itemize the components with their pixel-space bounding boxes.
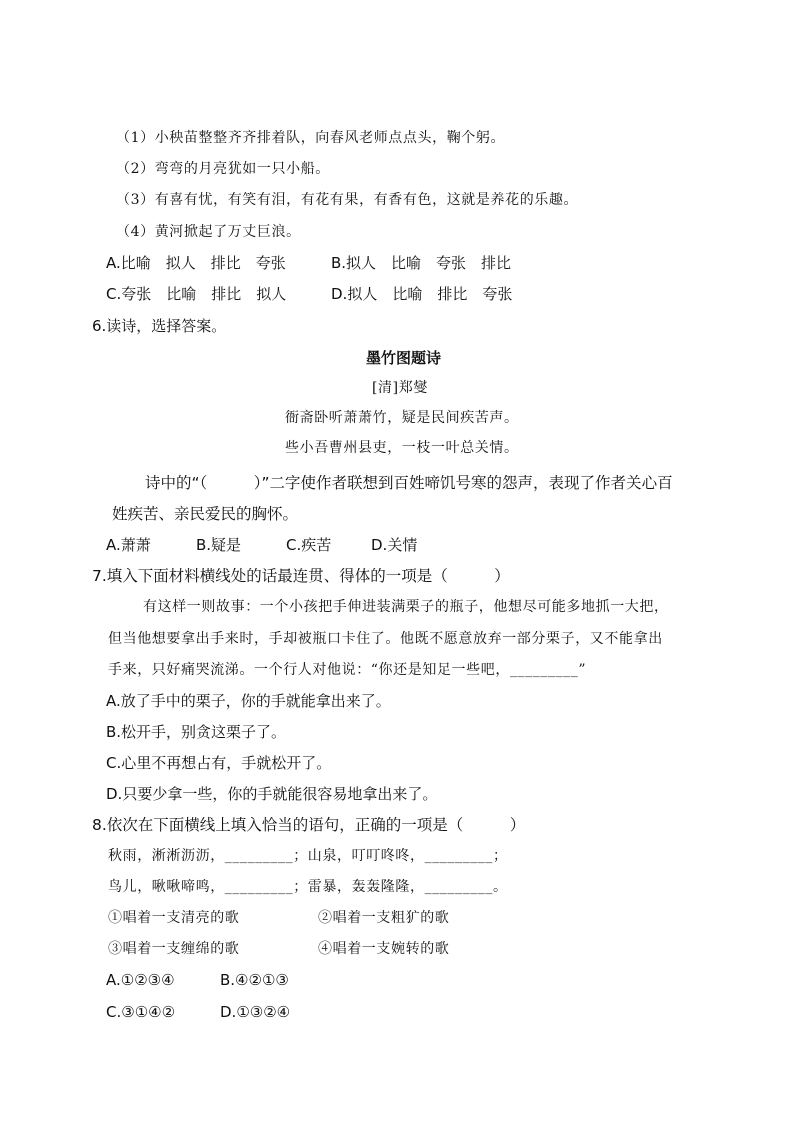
q7-option-c[interactable]: C.心里不再想占有，手就松开了。 (106, 754, 332, 772)
q7-option-b[interactable]: B.松开手，别贪这栗子了。 (106, 723, 287, 741)
q7-passage-line-1: 有这样一则故事：一个小孩把手伸进装满栗子的瓶子，他想尽可能多地抓一大把， (143, 599, 669, 615)
q7-stem: 7.填入下面材料横线处的话最连贯、得体的一项是（ ） (92, 567, 510, 585)
q6-option-c[interactable]: C.疾苦 (286, 536, 332, 554)
q8-option-d[interactable]: D.①③②④ (220, 1003, 291, 1021)
q6-option-d[interactable]: D.关情 (371, 536, 418, 554)
q5-option-c[interactable]: C.夸张 比喻 排比 拟人 (106, 285, 287, 303)
q6-question-line-2: 姓疾苦、亲民爱民的胸怀。 (112, 505, 299, 523)
q5-sentence-4: （4）黄河掀起了万丈巨浪。 (116, 224, 301, 240)
q8-option-c[interactable]: C.③①④② (106, 1003, 176, 1021)
q8-choice-3: ③唱着一支缠绵的歌 (108, 941, 240, 957)
q8-line-1: 秋雨，淅淅沥沥，_________；山泉，叮叮咚咚，_________； (108, 848, 508, 864)
q5-option-d[interactable]: D.拟人 比喻 排比 夸张 (331, 285, 513, 303)
q7-passage-line-2: 但当他想要拿出手来时，手却被瓶口卡住了。他既不愿意放弃一部分栗子，又不能拿出 (108, 631, 663, 647)
q5-option-a[interactable]: A.比喻 拟人 排比 夸张 (106, 254, 286, 272)
q8-option-a[interactable]: A.①②③④ (106, 971, 175, 989)
q5-sentence-2: （2）弯弯的月亮犹如一只小船。 (116, 161, 330, 177)
poem-author: [清]郑燮 (372, 380, 428, 396)
q7-option-a[interactable]: A.放了手中的栗子，你的手就能拿出来了。 (106, 692, 391, 710)
q5-sentence-1: （1）小秧苗整整齐齐排着队，向春风老师点点头，鞠个躬。 (116, 130, 506, 146)
q8-choice-4: ④唱着一支婉转的歌 (318, 941, 450, 957)
q8-stem: 8.依次在下面横线上填入恰当的语句，正确的一项是（ ） (92, 816, 526, 834)
poem-title: 墨竹图题诗 (366, 349, 442, 367)
q7-option-d[interactable]: D.只要少拿一些，你的手就能很容易地拿出来了。 (106, 785, 438, 803)
q8-line-2: 鸟儿，啾啾啼鸣，_________；雷暴，轰轰隆隆，_________。 (108, 879, 508, 895)
poem-line-1: 衙斋卧听萧萧竹，疑是民间疾苦声。 (285, 410, 519, 426)
q6-option-a[interactable]: A.萧萧 (106, 536, 151, 554)
poem-line-2: 些小吾曹州县吏，一枝一叶总关情。 (285, 440, 519, 456)
q5-sentence-3: （3）有喜有忧，有笑有泪，有花有果，有香有色，这就是养花的乐趣。 (116, 192, 579, 208)
q6-question-line-1: 诗中的“（ ）”二字使作者联想到百姓啼饥号寒的怨声，表现了作者关心百 (145, 474, 673, 492)
q6-stem: 6.读诗，选择答案。 (92, 317, 227, 335)
q8-choice-1: ①唱着一支清亮的歌 (108, 910, 240, 926)
q7-passage-line-3: 手来，只好痛哭流涕。一个行人对他说：“你还是知足一些吧，_________” (108, 662, 587, 678)
q8-option-b[interactable]: B.④②①③ (220, 971, 289, 989)
q6-option-b[interactable]: B.疑是 (196, 536, 242, 554)
q5-option-b[interactable]: B.拟人 比喻 夸张 排比 (331, 254, 512, 272)
q8-choice-2: ②唱着一支粗犷的歌 (318, 910, 450, 926)
